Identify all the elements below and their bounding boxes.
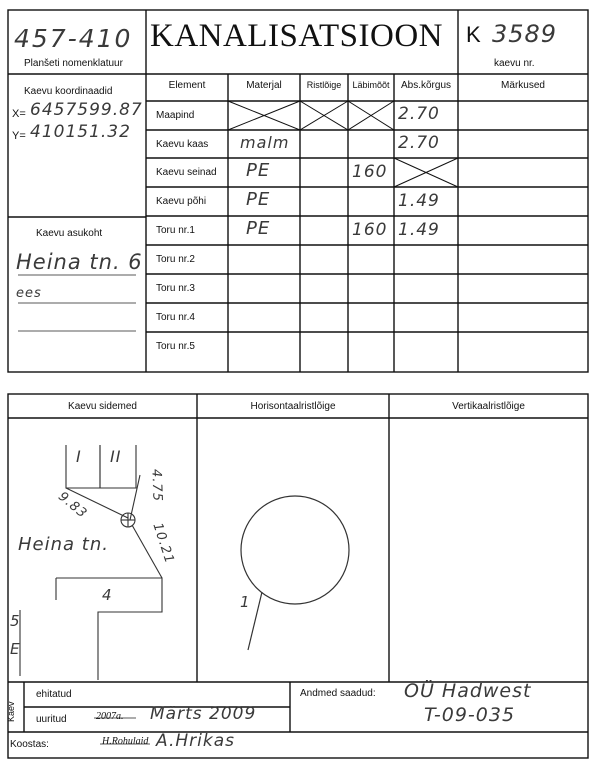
col-labimoot: Läbimõõt (352, 80, 390, 90)
cell-labimoot: 160 (352, 162, 388, 182)
section-circle (241, 496, 349, 650)
well-label: kaevu nr. (494, 58, 535, 69)
cell-abs: 2.70 (398, 104, 440, 124)
x-value: 6457599.87 (30, 100, 143, 120)
data-source-company: OÜ Hadwest (404, 680, 532, 702)
distance-label: 9.83 (55, 489, 90, 522)
x-label: X= (12, 108, 26, 120)
col-abs: Abs.kõrgus (400, 80, 452, 91)
cell-materjal: malm (240, 133, 290, 152)
row-element: Maapind (156, 110, 195, 121)
side-number: 5 (10, 612, 21, 630)
author-label: Koostas: (10, 739, 49, 750)
row-element: Kaevu kaas (156, 139, 209, 150)
nomenclature-label: Planšeti nomenklatuur (24, 58, 123, 69)
section-mark: 1 (240, 593, 251, 611)
sketch-street-label: Heina tn. (18, 534, 109, 555)
section-sidemed: Kaevu sidemed (68, 401, 137, 412)
section-vertical: Vertikaalristlõige (452, 401, 525, 412)
row-element: Toru nr.2 (156, 254, 195, 265)
cell-abs: 2.70 (398, 133, 440, 153)
built-label: ehitatud (36, 689, 72, 700)
cell-abs: 1.49 (398, 220, 440, 240)
row-element: Kaevu seinad (156, 167, 217, 178)
cell-labimoot: 160 (352, 220, 388, 240)
distance-label: 4.75 (148, 468, 165, 503)
data-source-ref: T-09-035 (424, 704, 516, 726)
y-value: 410151.32 (30, 122, 131, 142)
cell-abs: 1.49 (398, 191, 440, 211)
building-mark: II (110, 447, 122, 466)
location-label: Kaevu asukoht (36, 228, 103, 239)
location-note: ees (16, 286, 42, 301)
location-street: Heina tn. 6 (16, 250, 143, 274)
well-prefix: K (466, 22, 481, 47)
row-element: Kaevu põhi (156, 196, 207, 207)
cell-materjal: PE (246, 218, 271, 239)
author-printed: H.Rohulaid (102, 736, 149, 747)
surveyed-label: uuritud (36, 714, 67, 725)
well-number: 3589 (492, 20, 558, 48)
row-element: Toru nr.1 (156, 225, 195, 236)
row-element: Toru nr.4 (156, 312, 195, 323)
data-source-label: Andmed saadud: (300, 688, 376, 699)
row-element: Toru nr.5 (156, 341, 195, 352)
row-element: Toru nr.3 (156, 283, 195, 294)
col-markused: Märkused (501, 80, 545, 91)
cell-materjal: PE (246, 160, 271, 181)
author-signature: A.Hrikas (156, 731, 235, 751)
distance-label: 10.21 (149, 521, 177, 566)
page-title: KANALISATSIOON (150, 18, 443, 54)
section-horizontal: Horisontaalristlõige (250, 401, 336, 412)
side-mark: E (10, 640, 21, 658)
nomenclature-value: 457-410 (14, 24, 133, 53)
building-mark: I (76, 447, 82, 466)
surveyed-year: 2007a. (96, 711, 124, 722)
col-materjal: Materjal (246, 80, 282, 91)
house-number: 4 (102, 586, 113, 604)
coordinates-label: Kaevu koordinaadid (24, 86, 113, 97)
cell-materjal: PE (246, 189, 271, 210)
kaev-side-label: Kaev (6, 701, 16, 722)
col-element: Element (168, 80, 206, 91)
surveyed-hand: Märts 2009 (150, 704, 257, 724)
col-ristloige: Ristlõige (306, 80, 342, 90)
y-label: Y= (12, 130, 26, 142)
